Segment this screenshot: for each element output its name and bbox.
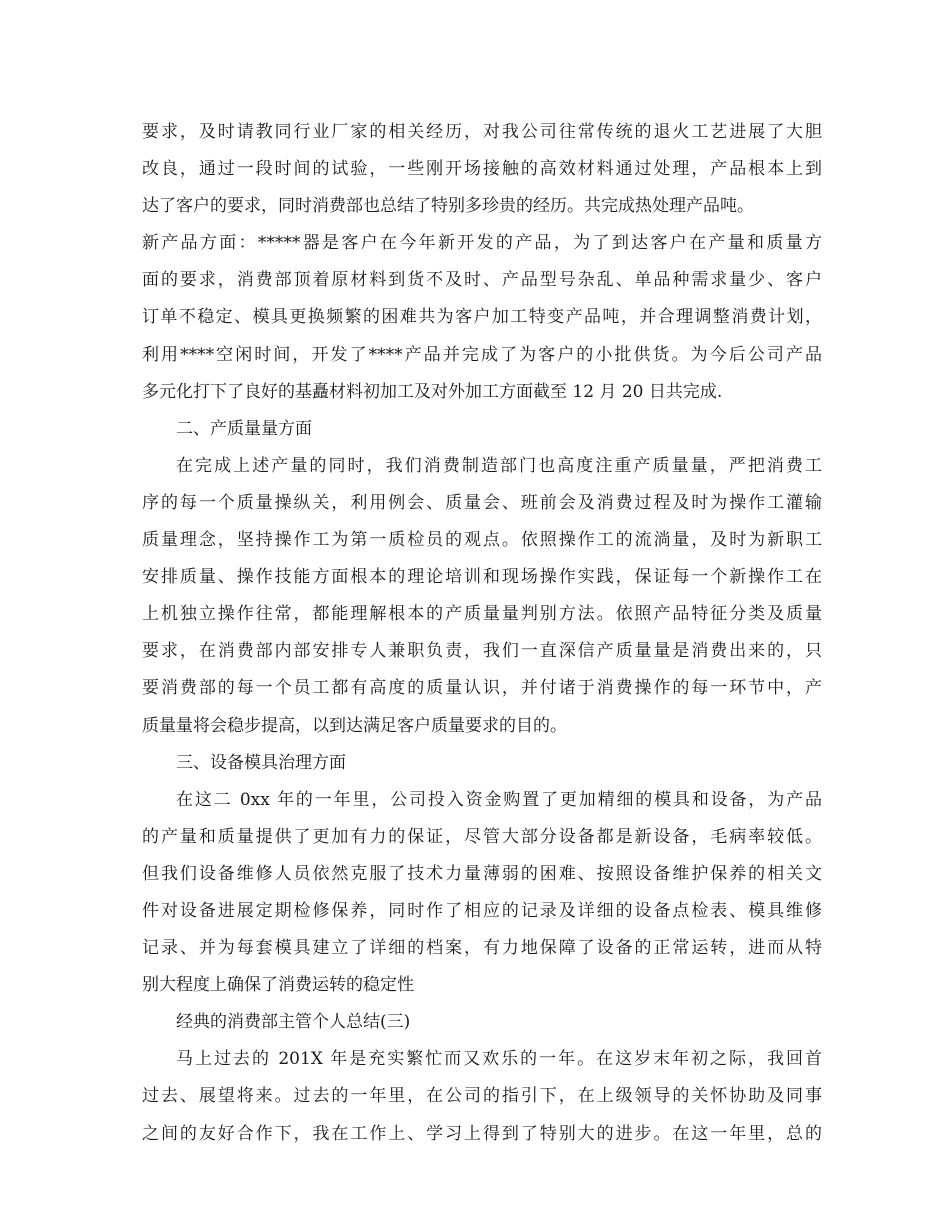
- body-text-line: 的产量和质量提供了更加有力的保证，尽管大部分设备都是新设备，毛病率较低。: [142, 826, 822, 847]
- body-text-line: 订单不稳定、模具更换频繁的困难共为客户加工特变产品吨，并合理调整消费计划，: [142, 307, 822, 328]
- body-text-line: 利用****空闲时间，开发了****产品并完成了为客户的小批供货。为今后公司产品: [142, 344, 822, 365]
- body-text-line: 要消费部的每一个员工都有高度的质量认识，并付诸于消费操作的每一环节中，产: [142, 678, 822, 699]
- document-body: [142, 114, 822, 1153]
- body-text-line: 要求，及时请教同行业厂家的相关经历，对我公司往常传统的退火工艺进展了大胆: [142, 122, 822, 142]
- body-text-line: 达了客户的要求，同时消费部也总结了特别多珍贵的经历。共完成热处理产品吨。: [142, 196, 754, 217]
- body-text-line: 之间的友好合作下，我在工作上、学习上得到了特别大的进步。在这一年里，总的: [142, 1123, 822, 1144]
- section-heading: 经典的消费部主管个人总结(三): [176, 1012, 411, 1033]
- body-text-line: 记录、并为每套模具建立了详细的档案，有力地保障了设备的正常运转，进而从特: [142, 938, 822, 959]
- body-text-line: 安排质量、操作技能方面根本的理论培训和现场操作实践，保证每一个新操作工在: [142, 567, 822, 588]
- body-text-line: 在完成上述产量的同时，我们消费制造部门也高度注重产质量量，严把消费工: [176, 455, 822, 476]
- body-text-line: 质量理念，坚持操作工为第一质检员的观点。依照操作工的流淌量，及时为新职工: [142, 530, 822, 551]
- body-text-line: 面的要求，消费部顶着原材料到货不及时、产品型号杂乱、单品种需求量少、客户: [142, 270, 822, 291]
- body-text-line: 马上过去的 201X 年是充实繁忙而又欢乐的一年。在这岁末年初之际，我回首: [176, 1049, 822, 1070]
- section-heading: 二、产质量量方面: [176, 418, 312, 439]
- body-text-line: 要求，在消费部内部安排专人兼职负责，我们一直深信产质量量是消费出来的，只: [142, 641, 822, 662]
- body-text-line: 多元化打下了良好的基矗材料初加工及对外加工方面截至 12 月 20 日共完成.: [142, 381, 723, 402]
- body-text-line: 质量量将会稳步提高，以到达满足客户质量要求的目的。: [142, 715, 567, 736]
- body-text-line: 上机独立操作往常，都能理解根本的产质量量判别方法。依照产品特征分类及质量: [142, 604, 822, 625]
- body-text-line: 改良，通过一段时间的试验，一些刚开场接触的高效材料通过处理，产品根本上到: [142, 159, 822, 180]
- body-text-line: 过去、展望将来。过去的一年里，在公司的指引下，在上级领导的关怀协助及同事: [142, 1086, 822, 1107]
- body-text-line: 件对设备进展定期检修保养，同时作了相应的记录及详细的设备点检表、模具维修: [142, 900, 822, 921]
- body-text-line: 序的每一个质量操纵关，利用例会、质量会、班前会及消费过程及时为操作工灌输: [142, 492, 822, 513]
- body-text-line: 在这二 0xx 年的一年里，公司投入资金购置了更加精细的模具和设备，为产品: [176, 789, 822, 810]
- body-text-line: 新产品方面：*****器是客户在今年新开发的产品，为了到达客户在产量和质量方: [142, 233, 822, 254]
- body-text-line: 别大程度上确保了消费运转的稳定性: [142, 975, 414, 996]
- body-text-line: 但我们设备维修人员依然克服了技术力量薄弱的困难、按照设备维护保养的相关文: [142, 863, 822, 884]
- section-heading: 三、设备模具治理方面: [176, 752, 346, 773]
